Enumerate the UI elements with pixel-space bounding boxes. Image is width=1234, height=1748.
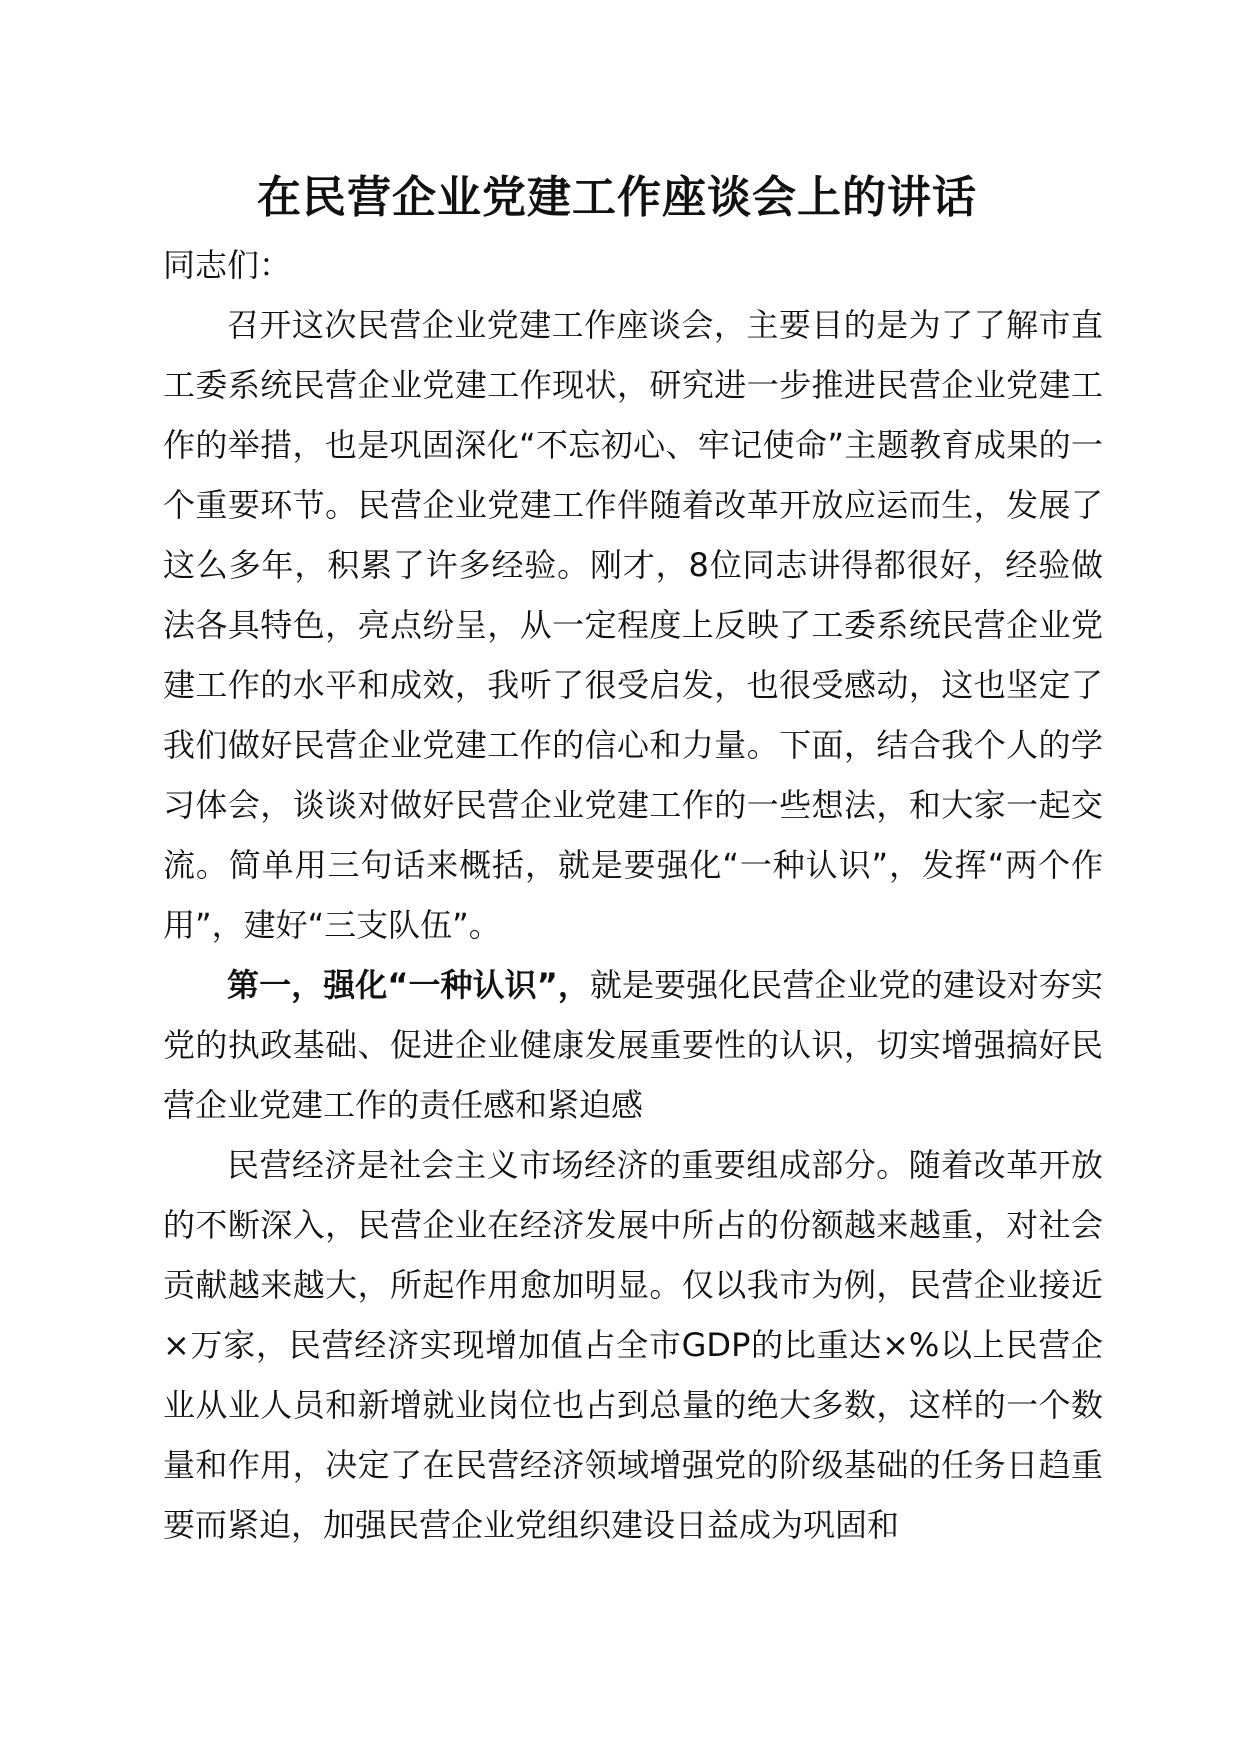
- section-heading-1-lead: 第一，强化“一种认识”，: [227, 966, 590, 1004]
- section-heading-1-text: 就是要强化民营企业党的建设对夯实党的执政基础、促进企业健康发展重要性的认识，切实增强搞好民营企业党建工作的责任感和紧迫感: [163, 966, 1103, 1124]
- paragraph-economy: 民营经济是社会主义市场经济的重要组成部分。随着改革开放的不断深入，民营企业在经济发展中所占的份额越来越重，对社会贡献越来越大，所起作用愈加明显。仅以我市为例，民营企业接近×万家，民营经济实现增加值占全市GDP的比重达×%以上民营企业从业人员和新增就业岗位也占到总量的绝大多数，这样的一个数量和作用，决定了在民营经济领域增强党的阶级基础的任务日趋重要而紧迫，加强民营企业党组织建设日益成为巩固和: [163, 1146, 1103, 1544]
- document-body: [163, 235, 1103, 1555]
- section-heading-1: [163, 955, 1103, 1135]
- document-title: 在民营企业党建工作座谈会上的讲话: [257, 172, 977, 223]
- paragraph-opening: 召开这次民营企业党建工作座谈会，主要目的是为了了解市直工委系统民营企业党建工作现状，研究进一步推进民营企业党建工作的举措，也是巩固深化“不忘初心、牢记使命”主题教育成果的一个重要环节。民营企业党建工作伴随着改革开放应运而生，发展了这么多年，积累了许多经验。刚才，8位同志讲得都很好，经验做法各具特色，亮点纷呈，从一定程度上反映了工委系统民营企业党建工作的水平和成效，我听了很受启发，也很受感动，这也坚定了我们做好民营企业党建工作的信心和力量。下面，结合我个人的学习体会，谈谈对做好民营企业党建工作的一些想法，和大家一起交流。简单用三句话来概括，就是要强化“一种认识”，发挥“两个作用”，建好“三支队伍”。: [163, 306, 1103, 944]
- greeting: 同志们：: [163, 246, 292, 284]
